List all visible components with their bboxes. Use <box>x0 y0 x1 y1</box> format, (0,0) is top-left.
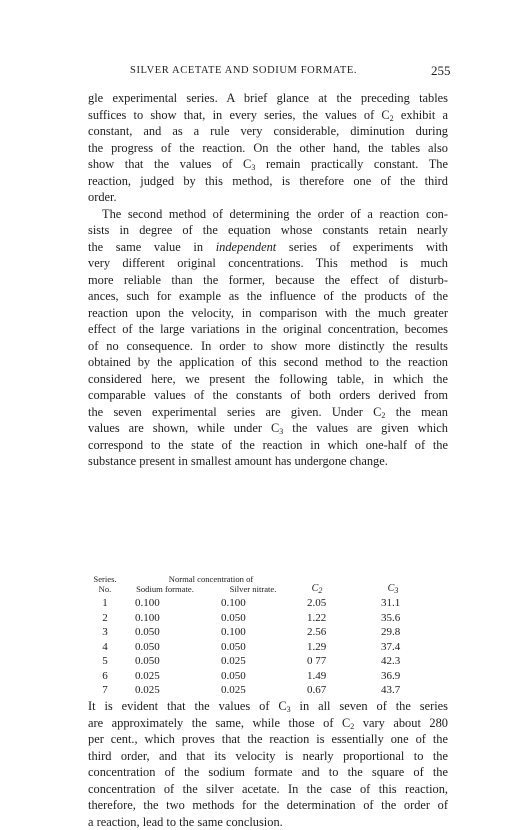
text-line <box>88 156 448 173</box>
subscript: 3 <box>394 586 398 595</box>
paragraph-1 <box>88 90 448 206</box>
text-span: vary about 280 <box>354 716 448 730</box>
text-line: the progress of the reaction. On the other hand, the tables also <box>88 140 448 157</box>
cell-c2: 0 77 <box>307 655 347 667</box>
cell-sodium-formate: 0.050 <box>135 626 195 638</box>
page-number: 255 <box>431 63 451 79</box>
text-line: ances, such for example as the influence of the products of the <box>88 288 448 305</box>
cell-silver-nitrate: 0.050 <box>221 641 281 653</box>
subscript: 2 <box>318 586 322 595</box>
cell-series-no: 5 <box>93 655 117 667</box>
header-c2-letter: C <box>312 583 319 594</box>
cell-silver-nitrate: 0.025 <box>221 655 281 667</box>
table-row <box>93 626 438 641</box>
cell-sodium-formate: 0.100 <box>135 612 195 624</box>
emphasis: independent <box>216 240 277 254</box>
cell-silver-nitrate: 0.100 <box>221 626 281 638</box>
cell-c2: 1.22 <box>307 612 347 624</box>
cell-c3: 37.4 <box>381 641 421 653</box>
text-span: in all seven of the series <box>291 699 448 713</box>
cell-c3: 29.8 <box>381 626 421 638</box>
cell-series-no: 2 <box>93 612 117 624</box>
text-line: more reliable than the former, because the effect of disturb- <box>88 272 448 289</box>
table-row <box>93 612 438 627</box>
subscript: 3 <box>251 163 255 172</box>
cell-sodium-formate: 0.025 <box>135 684 195 696</box>
text-line <box>88 698 448 715</box>
header-c2 <box>305 584 329 594</box>
text-span: remain practically constant. The <box>255 157 448 171</box>
cell-c2: 1.29 <box>307 641 347 653</box>
text-line <box>88 404 448 421</box>
text-line: obtained by the application of this second method to the reaction <box>88 354 448 371</box>
text-line: order. <box>88 189 448 206</box>
header-no-label: No. <box>93 585 117 595</box>
text-span: suffices to show that, in every series, the values of C <box>88 108 390 122</box>
table-row <box>93 641 438 656</box>
cell-c3: 42.3 <box>381 655 421 667</box>
text-line: per cent., which proves that the reaction is essentially one of the <box>88 731 448 748</box>
text-line: sists in degree of the equation whose constants retain nearly <box>88 222 448 239</box>
header-series <box>93 575 117 594</box>
subscript: 3 <box>287 705 291 714</box>
cell-c3: 31.1 <box>381 597 421 609</box>
cell-silver-nitrate: 0.025 <box>221 684 281 696</box>
paragraph-3 <box>88 698 448 830</box>
text-line: The second method of determining the order of a reaction con- <box>88 206 448 223</box>
text-span: It is evident that the values of C <box>88 699 287 713</box>
cell-silver-nitrate: 0.050 <box>221 670 281 682</box>
text-line: very different original concentrations. This method is much <box>88 255 448 272</box>
text-span: values are shown, while under C <box>88 421 279 435</box>
constants-table <box>93 575 438 699</box>
cell-series-no: 4 <box>93 641 117 653</box>
text-line: substance present in smallest amount has undergone change. <box>88 453 448 470</box>
cell-c3: 43.7 <box>381 684 421 696</box>
text-span: exhibit a <box>394 108 448 122</box>
cell-series-no: 1 <box>93 597 117 609</box>
text-span: the seven experimental series are given. Under C <box>88 405 381 419</box>
cell-c2: 2.56 <box>307 626 347 638</box>
text-line: third order, and that its velocity is nearly proportional to the <box>88 748 448 765</box>
text-span: the mean <box>385 405 448 419</box>
cell-series-no: 7 <box>93 684 117 696</box>
header-series-label: Series. <box>93 575 117 585</box>
text-line: effect of the large variations in the original concentration, becomes <box>88 321 448 338</box>
cell-c2: 0.67 <box>307 684 347 696</box>
text-line: a reaction, lead to the same conclusion. <box>88 814 448 830</box>
cell-sodium-formate: 0.050 <box>135 655 195 667</box>
header-c3-letter: C <box>388 583 395 594</box>
cell-c3: 35.6 <box>381 612 421 624</box>
text-line: concentration of the silver acetate. In the case of this reaction, <box>88 781 448 798</box>
cell-c2: 2.05 <box>307 597 347 609</box>
text-line: constant, and as a rule very considerable, diminution during <box>88 123 448 140</box>
text-line: correspond to the state of the reaction in which one-half of the <box>88 437 448 454</box>
header-sodium-formate: Sodium formate. <box>123 585 207 595</box>
text-line: of no consequence. In order to show more distinctly the results <box>88 338 448 355</box>
subscript: 2 <box>390 114 394 123</box>
table-row <box>93 597 438 612</box>
text-line <box>88 107 448 124</box>
body-text-bottom <box>88 698 448 830</box>
text-line: concentration of the sodium formate and to the square of the <box>88 764 448 781</box>
header-silver-nitrate: Silver nitrate. <box>211 585 295 595</box>
text-line: comparable values of the constants of both orders derived from <box>88 387 448 404</box>
text-span: the same value in <box>88 240 216 254</box>
text-line <box>88 239 448 256</box>
text-line: gle experimental series. A brief glance at the preceding tables <box>88 90 448 107</box>
cell-sodium-formate: 0.025 <box>135 670 195 682</box>
text-line: considered here, we present the following table, in which the <box>88 371 448 388</box>
text-span: series of experiments with <box>276 240 448 254</box>
cell-c3: 36.9 <box>381 670 421 682</box>
cell-series-no: 6 <box>93 670 117 682</box>
header-c3 <box>381 584 405 594</box>
paragraph-2 <box>88 206 448 470</box>
cell-silver-nitrate: 0.050 <box>221 612 281 624</box>
text-span: are approximately the same, while those of C <box>88 716 350 730</box>
table-row <box>93 684 438 699</box>
table-row <box>93 670 438 685</box>
cell-sodium-formate: 0.100 <box>135 597 195 609</box>
table-body <box>93 597 438 699</box>
running-head: SILVER ACETATE AND SODIUM FORMATE. <box>130 65 357 76</box>
text-span: show that the values of C <box>88 157 251 171</box>
text-line: reaction upon the velocity, in comparison with the much greater <box>88 305 448 322</box>
text-line: reaction, judged by this method, is therefore one of the third <box>88 173 448 190</box>
text-span: the values are given which <box>283 421 448 435</box>
text-line: therefore, the two methods for the determination of the order of <box>88 797 448 814</box>
cell-silver-nitrate: 0.100 <box>221 597 281 609</box>
text-line <box>88 715 448 732</box>
cell-c2: 1.49 <box>307 670 347 682</box>
cell-series-no: 3 <box>93 626 117 638</box>
body-text-top <box>88 90 448 470</box>
cell-sodium-formate: 0.050 <box>135 641 195 653</box>
table-row <box>93 655 438 670</box>
subscript: 2 <box>381 411 385 420</box>
subscript: 3 <box>279 427 283 436</box>
table-header <box>93 575 438 597</box>
text-line <box>88 420 448 437</box>
header-concentration-group: Normal concentration of <box>131 575 291 585</box>
subscript: 2 <box>350 722 354 731</box>
